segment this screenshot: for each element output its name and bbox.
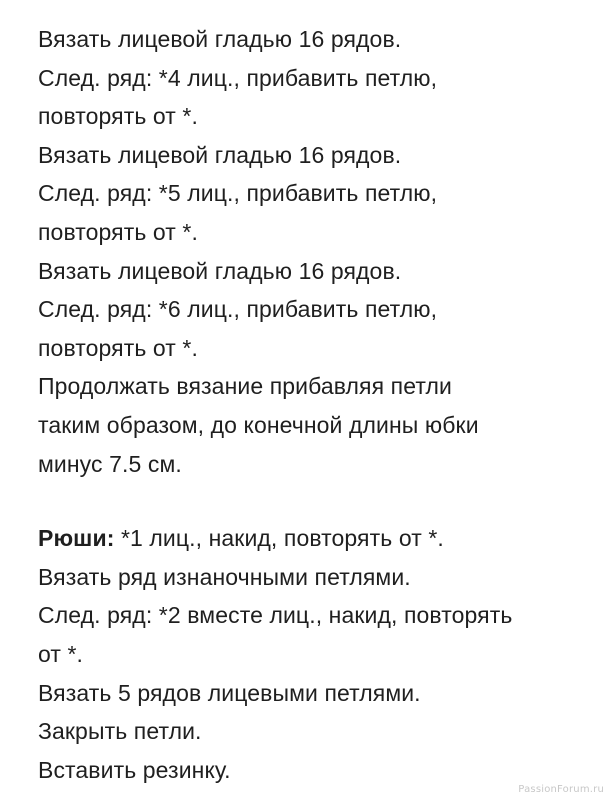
text-line: Вязать ряд изнаночными петлями.: [38, 563, 411, 590]
ruffles-heading: Рюши:: [38, 525, 115, 552]
text-line: Вставить резинку.: [38, 756, 231, 783]
section-spacer: [38, 483, 598, 519]
text-line: След. ряд: *4 лиц., прибавить петлю,: [38, 64, 438, 91]
text-line: Вязать лицевой гладью 16 рядов.: [38, 26, 402, 52]
text-line: Закрыть петли.: [38, 718, 202, 745]
text-line: повторять от *.: [38, 218, 198, 245]
ruffles-heading-text: *1 лиц., накид, повторять от *.: [114, 525, 444, 552]
text-line: Вязать лицевой гладью 16 рядов.: [38, 141, 402, 168]
pattern-section-ruffles: [38, 519, 598, 789]
document-body: [38, 20, 598, 789]
pattern-section-increases: [38, 20, 598, 483]
text-line: минус 7.5 см.: [38, 450, 182, 477]
text-line: таким образом, до конечной длины юбки: [38, 411, 479, 438]
text-line: Продолжать вязание прибавляя петли: [38, 373, 452, 400]
text-line: След. ряд: *5 лиц., прибавить петлю,: [38, 180, 438, 207]
text-line: След. ряд: *2 вместе лиц., накид, повторять: [38, 602, 513, 629]
text-line: от *.: [38, 640, 84, 667]
text-line: Вязать 5 рядов лицевыми петлями.: [38, 679, 421, 706]
text-line: След. ряд: *6 лиц., прибавить петлю,: [38, 296, 438, 323]
text-line: Вязать лицевой гладью 16 рядов.: [38, 257, 402, 284]
watermark: PassionForum.ru: [518, 784, 604, 795]
text-line: повторять от *.: [38, 334, 198, 361]
ruffles-heading-line: [38, 519, 598, 558]
text-line: повторять от *.: [38, 103, 198, 130]
